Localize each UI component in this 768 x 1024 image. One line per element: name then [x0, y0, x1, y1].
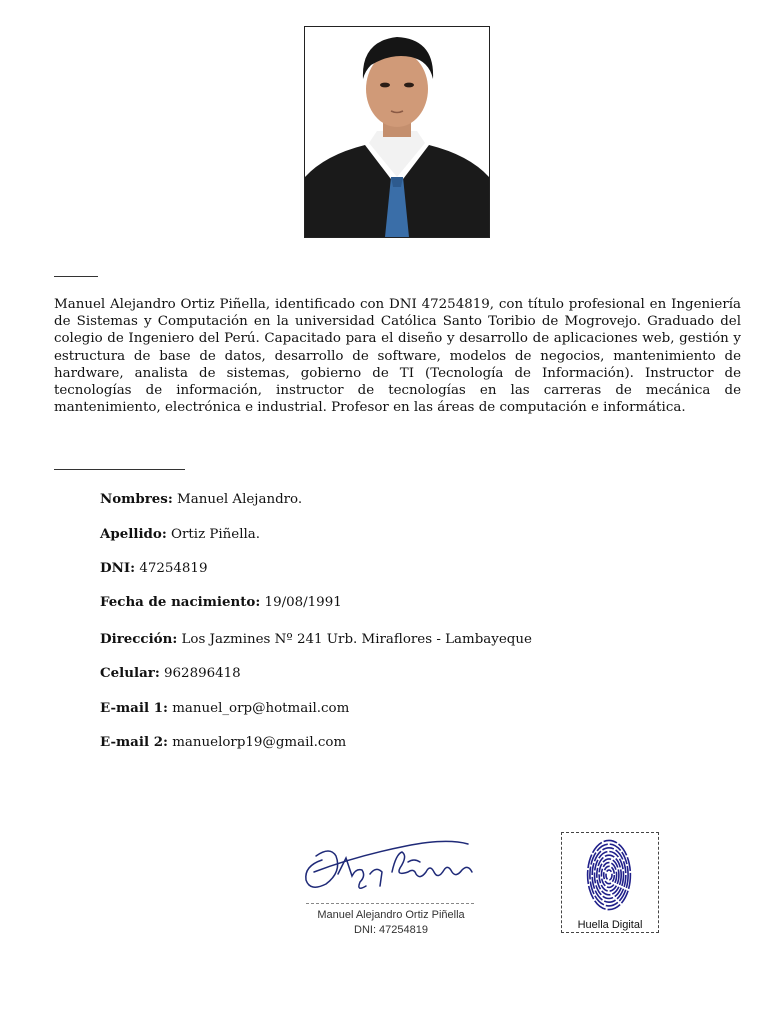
divider: [54, 276, 98, 277]
fingerprint-label: Huella Digital: [577, 919, 643, 931]
field-value: Manuel Alejandro.: [172, 492, 303, 507]
signature-name: Manuel Alejandro Ortiz Piñella: [317, 909, 465, 921]
field-value: 19/08/1991: [260, 595, 342, 610]
fingerprint-ridge: [606, 870, 612, 880]
biography-paragraph: Manuel Alejandro Ortiz Piñella, identificado con DNI 47254819, con título profesional en Ingeniería de Sistemas y Computación en la universidad Católica Santo Toribio de Mogrovejo. Graduado del colegio de Ingeniero del Perú. Capacitado para el diseño y desarrollo de aplicaciones web, gestión y estructura de base de datos, desarrollo de software, modelos de negocios, mantenimiento de hardware, analista de sistemas, gobierno de TI (Tecnología de Información). Instructor de tecnologías de información, instructor de tecnologías en las carreras de mecánica de mantenimiento, electrónica e industrial. Profesor en las áreas de computación e informática.: [54, 297, 741, 416]
fingerprint-box: [561, 832, 659, 933]
field-celular: [100, 664, 241, 683]
field-email-1: [100, 699, 349, 718]
field-apellido: [100, 525, 260, 544]
fingerprint-icon: [562, 833, 658, 932]
profile-photo: [304, 26, 490, 238]
field-value: manuelorp19@gmail.com: [167, 735, 347, 750]
field-label: Apellido:: [100, 526, 167, 542]
field-nombres: [100, 490, 302, 509]
field-dni: [100, 559, 207, 578]
field-value: 962896418: [159, 666, 241, 681]
fingerprint-ridge: [597, 855, 621, 895]
field-value: 47254819: [135, 561, 208, 576]
field-value: manuel_orp@hotmail.com: [167, 701, 350, 716]
field-value: Ortiz Piñella.: [166, 527, 261, 542]
fingerprint-ridge: [590, 844, 628, 906]
signature-line: [306, 903, 474, 904]
field-label: Celular:: [100, 665, 160, 681]
field-value: Los Jazmines Nº 241 Urb. Miraflores - Lambayeque: [177, 632, 532, 647]
divider: [54, 469, 185, 470]
field-label: E-mail 2:: [100, 734, 168, 750]
field-label: E-mail 1:: [100, 700, 168, 716]
field-label: Fecha de nacimiento:: [100, 594, 261, 610]
field-label: Nombres:: [100, 491, 173, 507]
field-label: Dirección:: [100, 631, 178, 647]
field-label: DNI:: [100, 560, 136, 576]
field-fecha-nacimiento: [100, 593, 342, 612]
field-direccion: [100, 630, 532, 649]
signature-dni: DNI: 47254819: [354, 924, 428, 936]
field-email-2: [100, 733, 346, 752]
